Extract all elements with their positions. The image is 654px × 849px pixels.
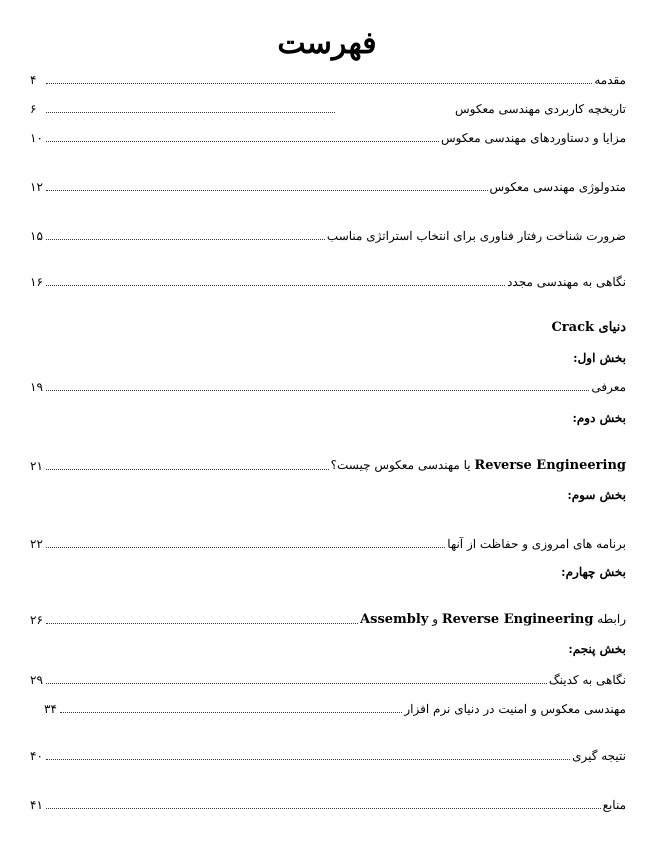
toc-entry-label: مهندسی معکوس و امنیت در دنیای نرم افزار (404, 702, 626, 716)
toc-entry-label: ضرورت شناخت رفتار فناوری برای انتخاب استراتژی مناسب (326, 229, 626, 243)
part-heading-5: بخش پنجم: (568, 642, 626, 656)
toc-page-number: ۲۹ (30, 673, 43, 687)
toc-entry[interactable] (30, 793, 626, 813)
toc-entry-en: Reverse Engineering (441, 612, 594, 627)
toc-page-number: ۲۱ (30, 459, 43, 473)
page-title: فهرست (277, 26, 377, 61)
toc-entry[interactable] (30, 668, 626, 688)
toc-entry-label: تاریخچه کاربردی مهندسی معکوس (455, 102, 626, 116)
part-heading-4: بخش چهارم: (561, 565, 626, 579)
toc-entry[interactable] (30, 532, 626, 552)
toc-page-number: ۴۱ (30, 798, 43, 812)
toc-page-number: ۱۲ (30, 180, 43, 194)
toc-page-number: ۱۶ (30, 275, 43, 289)
part-heading-2: بخش دوم: (572, 411, 626, 425)
section-heading-en: Crack (551, 320, 594, 335)
toc-page-number: ۴۰ (30, 749, 43, 763)
toc-entry-label: برنامه های امروزی و حفاظت از آنها (447, 537, 626, 551)
dot-leader (46, 468, 329, 470)
toc-entry[interactable] (30, 68, 626, 88)
dot-leader (46, 111, 335, 113)
toc-entry-label: نگاهی به کدینگ (548, 673, 626, 687)
toc-entry-label: متدولوژی مهندسی معکوس (489, 180, 626, 194)
toc-entry-label (331, 457, 626, 474)
toc-entry-text: رابطه (597, 612, 626, 626)
dot-leader (46, 682, 547, 684)
part-heading-3: بخش سوم: (567, 488, 626, 502)
toc-entry-en: Assembly (360, 612, 429, 627)
toc-entry-text: یا مهندسی معکوس چیست؟ (330, 458, 471, 472)
toc-entry-text: و (432, 612, 439, 626)
toc-entry[interactable] (30, 608, 626, 628)
toc-entry[interactable] (30, 126, 626, 146)
toc-entry[interactable] (30, 97, 626, 117)
section-heading-prefix: دنیای (598, 320, 626, 335)
dot-leader (46, 82, 592, 84)
toc-page-number: ۱۰ (30, 131, 43, 145)
dot-leader (46, 189, 488, 191)
toc-page-number: ۶ (30, 102, 37, 116)
toc-entry[interactable] (30, 697, 626, 717)
dot-leader (46, 284, 505, 286)
toc-page-number: ۴ (30, 73, 37, 87)
toc-page-number: ۱۹ (30, 380, 43, 394)
toc-entry-label: مقدمه (594, 73, 626, 87)
toc-entry[interactable] (30, 375, 626, 395)
toc-entry-label: معرفی (591, 380, 626, 394)
dot-leader (60, 711, 402, 713)
dot-leader (46, 238, 325, 240)
dot-leader (46, 546, 445, 548)
toc-entry-label (360, 611, 626, 628)
part-heading-1: بخش اول: (573, 351, 626, 365)
toc-entry[interactable] (30, 175, 626, 195)
dot-leader (46, 622, 358, 624)
toc-entry-label: مزایا و دستاوردهای مهندسی معکوس (440, 131, 626, 145)
dot-leader (46, 140, 439, 142)
toc-page-number: ۲۶ (30, 613, 43, 627)
toc-entry[interactable] (30, 270, 626, 290)
toc-page-number: ۲۲ (30, 537, 43, 551)
toc-page-number: ۱۵ (30, 229, 43, 243)
section-heading-crack (551, 320, 626, 336)
toc-entry[interactable] (30, 454, 626, 474)
dot-leader (46, 807, 601, 809)
toc-entry-label: منابع (602, 798, 626, 812)
toc-entry[interactable] (30, 744, 626, 764)
toc-entry-label: نتیجه گیری (572, 749, 626, 763)
toc-entry[interactable] (30, 224, 626, 244)
toc-entry-en: Reverse Engineering (474, 458, 626, 473)
toc-entry-label: نگاهی به مهندسی مجدد (507, 275, 626, 289)
dot-leader (46, 389, 589, 391)
dot-leader (46, 758, 570, 760)
toc-page-number: ۳۴ (44, 702, 57, 716)
